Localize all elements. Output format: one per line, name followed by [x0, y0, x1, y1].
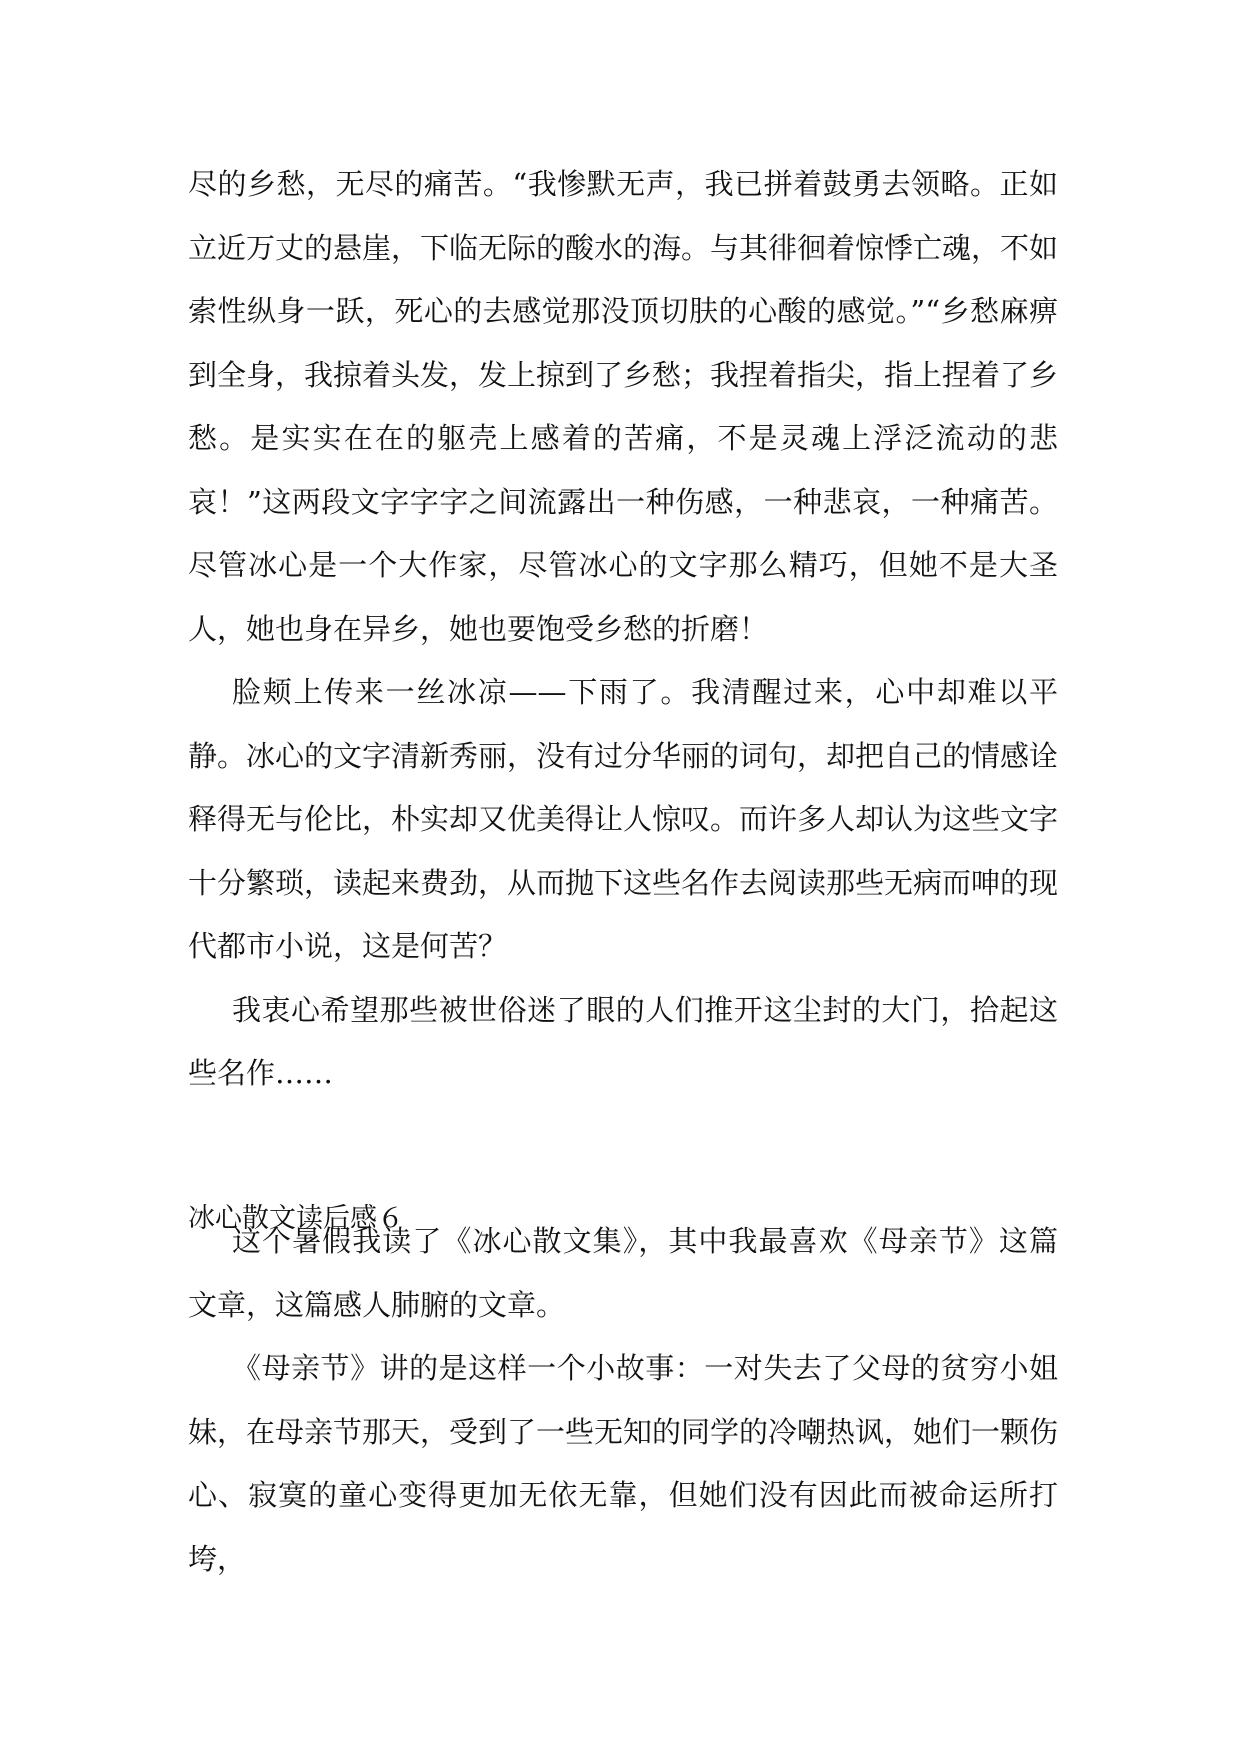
paragraph-intro: 这个暑假我读了《冰心散文集》，其中我最喜欢《母亲节》这篇文章，这篇感人肺腑的文章。: [188, 1224, 1058, 1322]
paragraph-hope: 我衷心希望那些被世俗迷了眼的人们推开这尘封的大门，拾起这些名作……: [188, 992, 1058, 1090]
paragraph-homesickness: 尽的乡愁，无尽的痛苦。“我惨默无声，我已拼着鼓勇去领略。正如立近万丈的悬崖，下临无际的酸水的海。与其徘徊着惊悸亡魂，不如索性纵身一跃，死心的去感觉那没顶切肤的心酸的感觉。”“乡愁麻痹到全身，我掠着头发，发上掠到了乡愁；我捏着指尖，指上捏着了乡愁。是实实在在的躯壳上感着的苦痛，不是灵魂上浮泛流动的悲哀！”这两段文字字字之间流露出一种伤感，一种悲哀，一种痛苦。尽管冰心是一个大作家，尽管冰心的文字那么精巧，但她不是大圣人，她也身在异乡，她也要饱受乡愁的折磨！: [188, 167, 1059, 646]
section-essay-6: [188, 1210, 1058, 1591]
section-continuation: [188, 153, 1058, 1106]
paragraph-story: 《母亲节》讲的是这样一个小故事：一对失去了父母的贫穷小姐妹，在母亲节那天，受到了一些无知的同学的冷嘲热讽，她们一颗伤心、寂寞的童心变得更加无依无靠，但她们没有因此而被命运所打垮，: [188, 1351, 1059, 1576]
section-heading: 冰心散文读后感６: [188, 1203, 404, 1234]
paragraph-rain: 脸颊上传来一丝冰凉——下雨了。我清醒过来，心中却难以平静。冰心的文字清新秀丽，没有过分华丽的词句，却把自己的情感诠释得无与伦比，朴实却又优美得让人惊叹。而许多人却认为这些文字十分繁琐，读起来费劲，从而抛下这些名作去阅读那些无病而呻的现代都市小说，这是何苦？: [188, 675, 1059, 963]
